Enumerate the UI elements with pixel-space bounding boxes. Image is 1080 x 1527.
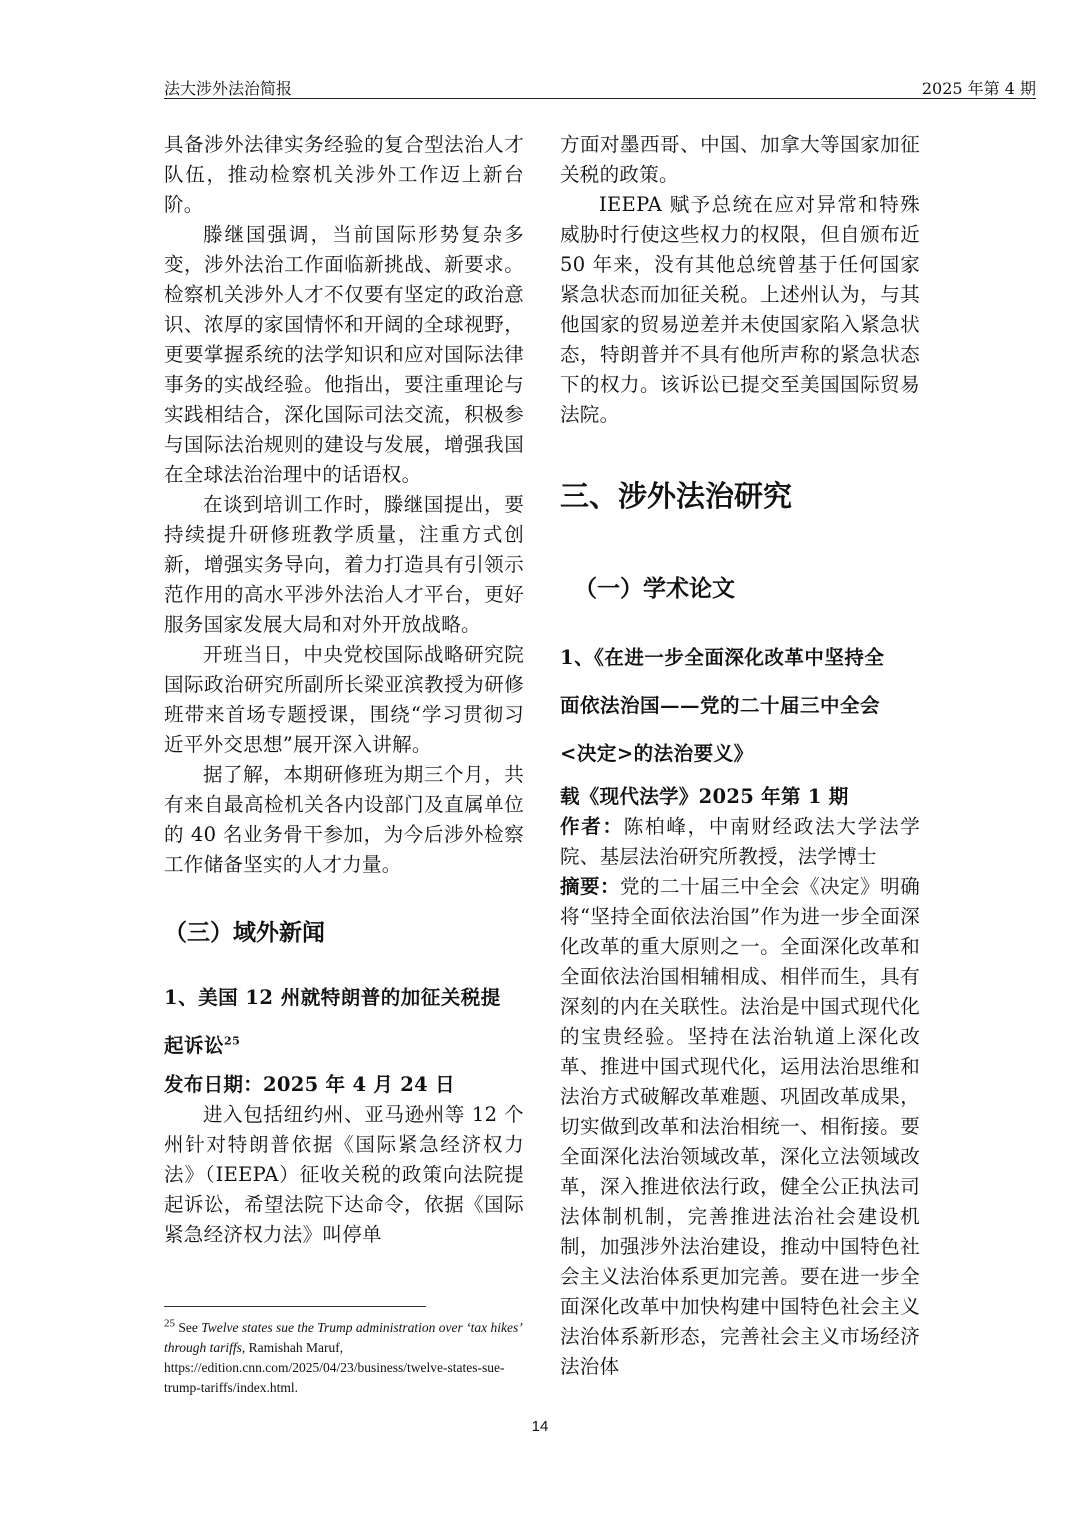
article-title-line-3: <决定>的法治要义》: [560, 742, 754, 765]
header-title: 法大涉外法治简报: [164, 79, 293, 98]
footnote-title: Twelve states sue the Trump administration over ‘tax hikes’ through tariffs: [164, 1320, 522, 1355]
footnote-source[interactable]: , Ramishah Maruf, https://edition.cnn.com/2025/04/23/business/twelve-states-sue-trump-tariffs/index.html.: [164, 1340, 505, 1395]
header-issue: 2025 年第 4 期: [921, 79, 1036, 98]
paragraph: 滕继国强调，当前国际形势复杂多变，涉外法治工作面临新挑战、新要求。检察机关涉外人才不仅要有坚定的政治意识、浓厚的家国情怀和开阔的全球视野，更要掌握系统的法学知识和应对国际法律事务的实战经验。他指出，要注重理论与实践相结合，深化国际司法交流，积极参与国际法治规则的建设与发展，增强我国在全球法治治理中的话语权。: [164, 223, 524, 486]
paragraph: 在谈到培训工作时，滕继国提出，要持续提升研修班教学质量，注重方式创新，增强实务导向，着力打造具有引领示范作用的高水平涉外法治人才平台，更好服务国家发展大局和对外开放战略。: [164, 493, 524, 636]
paragraph: IEEPA 赋予总统在应对异常和特殊威胁时行使这些权力的权限，但自颁布近 50 年来，没有其他总统曾基于任何国家紧急状态而加征关税。上述州认为，与其他国家的贸易逆差并未使国家陷入紧急状态，特朗普并不具有他所声称的紧急状态下的权力。该诉讼已提交至美国国际贸易法院。: [560, 193, 920, 426]
paragraph: 方面对墨西哥、中国、加拿大等国家加征关税的政策。: [560, 133, 920, 186]
article-author: 作者：陈柏峰，中南财经政法大学法学院、基层法治研究所教授，法学博士: [560, 815, 921, 868]
article-abstract: 摘要：党的二十届三中全会《决定》明确将“坚持全面依法治国”作为进一步全面深化改革的重大原则之一。全面深化改革和全面依法治国相辅相成、相伴而生，具有深刻的内在关联性。法治是中国式现代化的宝贵经验。坚持在法治轨道上深化改革、推进中国式现代化，运用法治思维和法治方式破解改革难题、巩固改革成果，切实做到改革和法治相统一、相衔接。要全面深化法治领域改革，深化立法领域改革，深入推进依法行政，健全公正执法司法体制机制，完善推进法治社会建设机制，加强涉外法治建设，推动中国特色社会主义法治体系更加完善。要在进一步全面深化改革中加快构建中国特色社会主义法治体系新形态，完善社会主义市场经济法治体: [560, 875, 920, 1378]
section-heading-foreign-news: （三）域外新闻: [164, 920, 325, 946]
section-heading-papers: （一）学术论文: [574, 576, 735, 602]
paragraph: 具备涉外法律实务经验的复合型法治人才队伍，推动检察机关涉外工作迈上新台阶。: [164, 133, 524, 216]
paragraph: 开班当日，中央党校国际战略研究院国际政治研究所副所长梁亚滨教授为研修班带来首场专题授课，围绕“学习贯彻习近平外交思想”展开深入讲解。: [164, 643, 524, 756]
footnote-ref[interactable]: 25: [224, 1034, 241, 1048]
footnote: $^{25}$ See Twelve states sue the Trump administration over ‘tax hikes’ through tariffs, Ramishah Maruf, https://edition.cnn.com/2025/04/23/business/twelve-states-sue-trump-tariffs/index.html.: [164, 1317, 522, 1395]
page-header: [164, 76, 1036, 99]
paragraph: 进入包括纽约州、亚马逊州等 12 个州针对特朗普依据《国际紧急经济权力法》（IEEPA）征收关税的政策向法院提起诉讼，希望法院下达命令，依据《国际紧急经济权力法》叫停单: [164, 1103, 524, 1246]
left-column: [164, 130, 524, 1250]
news-title-line-2: 起诉讼$^{25}$: [164, 1034, 241, 1057]
footnote-divider: [164, 1306, 426, 1307]
article-source: 载《现代法学》2025 年第 1 期: [560, 785, 849, 808]
publish-date: 发布日期：2025 年 4 月 24 日: [164, 1073, 455, 1096]
article-title-line-2: 面依法治国——党的二十届三中全会: [560, 694, 881, 717]
page-number: 14: [531, 1418, 549, 1435]
right-column: [560, 130, 920, 1382]
article-title-line-1: 1、《在进一步全面深化改革中坚持全: [560, 646, 885, 669]
footnote-number: 25: [164, 1317, 175, 1330]
section-heading-research: 三、涉外法治研究: [560, 479, 793, 513]
news-title-line-1: 1、美国 12 州就特朗普的加征关税提: [164, 986, 501, 1009]
paragraph: 据了解，本期研修班为期三个月，共有来自最高检机关各内设部门及直属单位的 40 名业务骨干参加，为今后涉外检察工作储备坚实的人才力量。: [164, 763, 524, 876]
